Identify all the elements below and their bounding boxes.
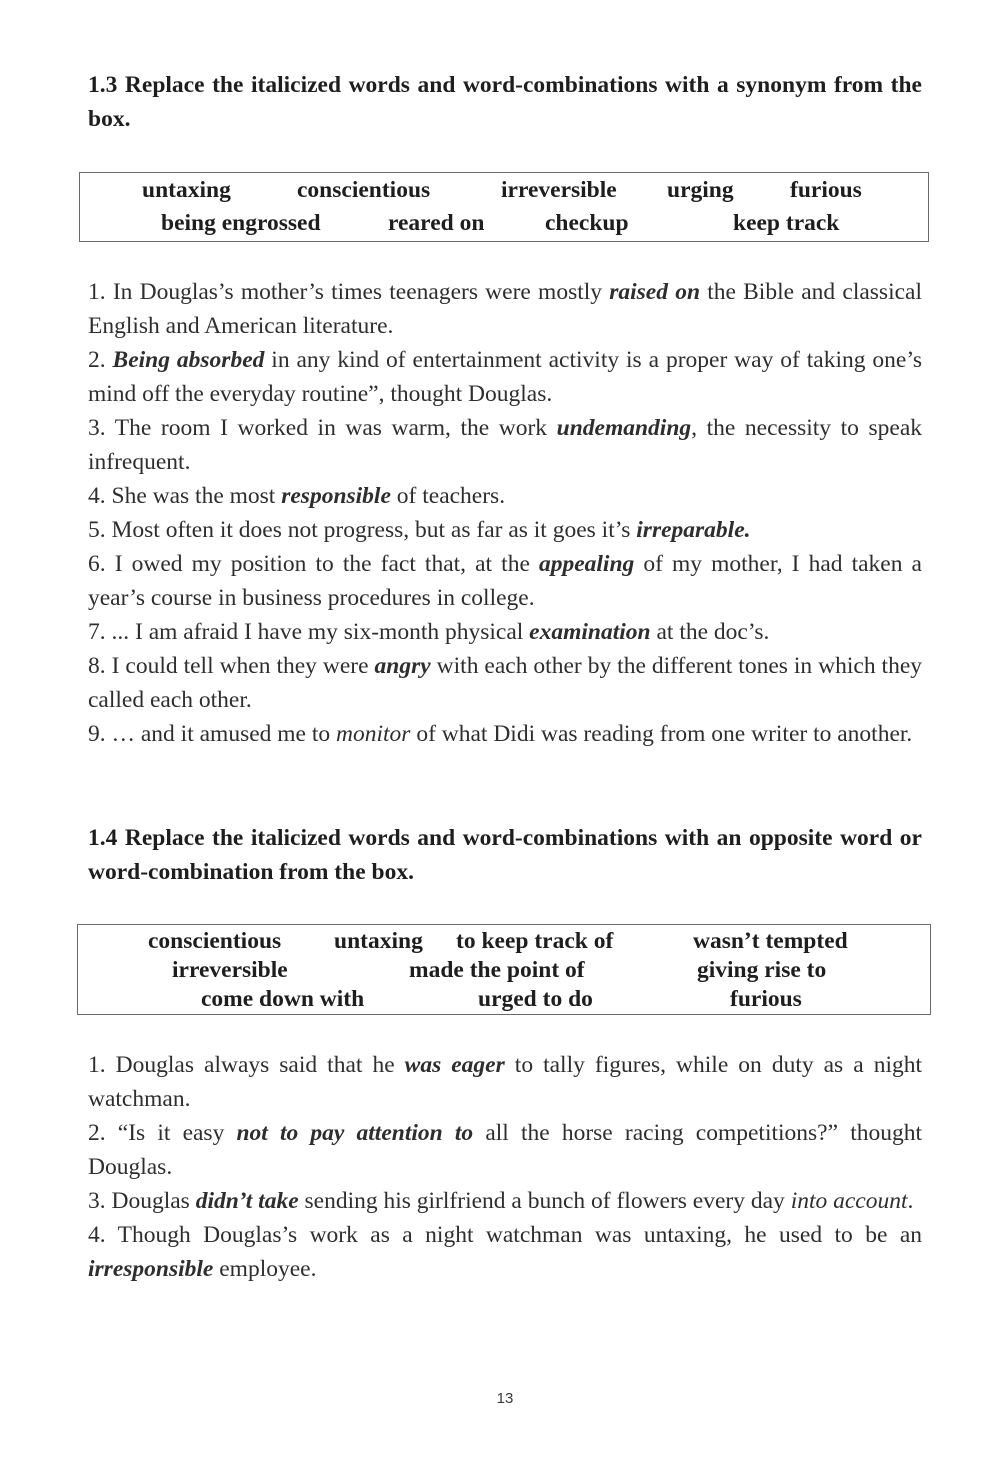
- exercise-1-4-heading: 1.4 Replace the italicized words and word-combinations with an opposite word or word-combination from the box.: [88, 825, 922, 885]
- box-word: urging: [667, 177, 734, 203]
- exercise-item: 1. In Douglas’s mother’s times teenagers were mostly raised on the Bible and classical English and American literature.: [88, 279, 922, 339]
- box-word: irreversible: [172, 957, 288, 983]
- exercise-item: 3. The room I worked in was warm, the work undemanding, the necessity to speak infrequent.: [88, 415, 922, 475]
- italicized-term: angry: [374, 653, 431, 679]
- italicized-term: responsible: [281, 483, 391, 509]
- exercise-item: 4. She was the most responsible of teachers.: [88, 483, 506, 509]
- exercise-item: 5. Most often it does not progress, but as far as it goes it’s irreparable.: [88, 517, 751, 543]
- exercise-item: 1. Douglas always said that he was eager to tally figures, while on duty as a night watchman.: [88, 1052, 923, 1112]
- italicized-term: undemanding: [556, 415, 692, 441]
- box-word: furious: [730, 986, 802, 1012]
- box-word: furious: [790, 177, 862, 203]
- box-word: untaxing: [334, 928, 423, 954]
- exercise-1-3-items: [88, 275, 922, 751]
- box-word: conscientious: [297, 177, 431, 203]
- box-word: conscientious: [148, 928, 282, 954]
- page-number: 13: [496, 1390, 514, 1407]
- italicized-term: into account: [790, 1188, 908, 1214]
- box-word: keep track: [733, 210, 840, 236]
- box-word: giving rise to: [697, 957, 827, 983]
- italicized-term: examination: [529, 619, 651, 645]
- box-word: to keep track of: [456, 928, 614, 954]
- italicized-term: irresponsible: [88, 1256, 214, 1282]
- synonym-word-box: [79, 172, 929, 242]
- exercise-item: 6. I owed my position to the fact that, at the appealing of my mother, I had taken a year’s course in business procedures in college.: [88, 551, 922, 611]
- exercise-1-3-heading: 1.3 Replace the italicized words and word-combinations with a synonym from the box.: [88, 72, 922, 132]
- box-word: untaxing: [142, 177, 231, 203]
- italicized-term: Being absorbed: [112, 347, 265, 373]
- exercise-1-4-items: [88, 1048, 922, 1286]
- box-word: made the point of: [409, 957, 585, 983]
- box-word: come down with: [201, 986, 365, 1012]
- italicized-term: didn’t take: [195, 1188, 299, 1214]
- italicized-term: irreparable.: [636, 517, 751, 543]
- box-word: wasn’t tempted: [693, 928, 848, 954]
- box-word: reared on: [388, 210, 485, 236]
- box-word: being engrossed: [161, 210, 321, 236]
- box-word: checkup: [545, 210, 629, 236]
- exercise-item: 3. Douglas didn’t take sending his girlfriend a bunch of flowers every day into account.: [88, 1188, 914, 1214]
- exercise-item: 4. Though Douglas’s work as a night watchman was untaxing, he used to be an irresponsible employee.: [88, 1222, 922, 1282]
- exercise-item: 7. ... I am afraid I have my six-month physical examination at the doc’s.: [88, 619, 770, 645]
- italicized-term: monitor: [336, 721, 411, 747]
- exercise-item: 2. “Is it easy not to pay attention to all the horse racing competitions?” thought Douglas.: [88, 1120, 922, 1180]
- exercise-item: 9. … and it amused me to monitor of what Didi was reading from one writer to another.: [88, 721, 913, 747]
- italicized-term: was eager: [404, 1052, 505, 1078]
- italicized-term: appealing: [538, 551, 635, 577]
- italicized-term: not to pay attention to: [236, 1120, 474, 1146]
- box-word: urged to do: [478, 986, 593, 1012]
- antonym-word-box: [77, 924, 931, 1015]
- box-word: irreversible: [501, 177, 617, 203]
- italicized-term: raised on: [609, 279, 701, 305]
- exercise-item: 8. I could tell when they were angry with each other by the different tones in which they called each other.: [88, 653, 922, 713]
- exercise-item: 2. Being absorbed in any kind of entertainment activity is a proper way of taking one’s mind off the everyday routine”, thought Douglas.: [88, 347, 922, 407]
